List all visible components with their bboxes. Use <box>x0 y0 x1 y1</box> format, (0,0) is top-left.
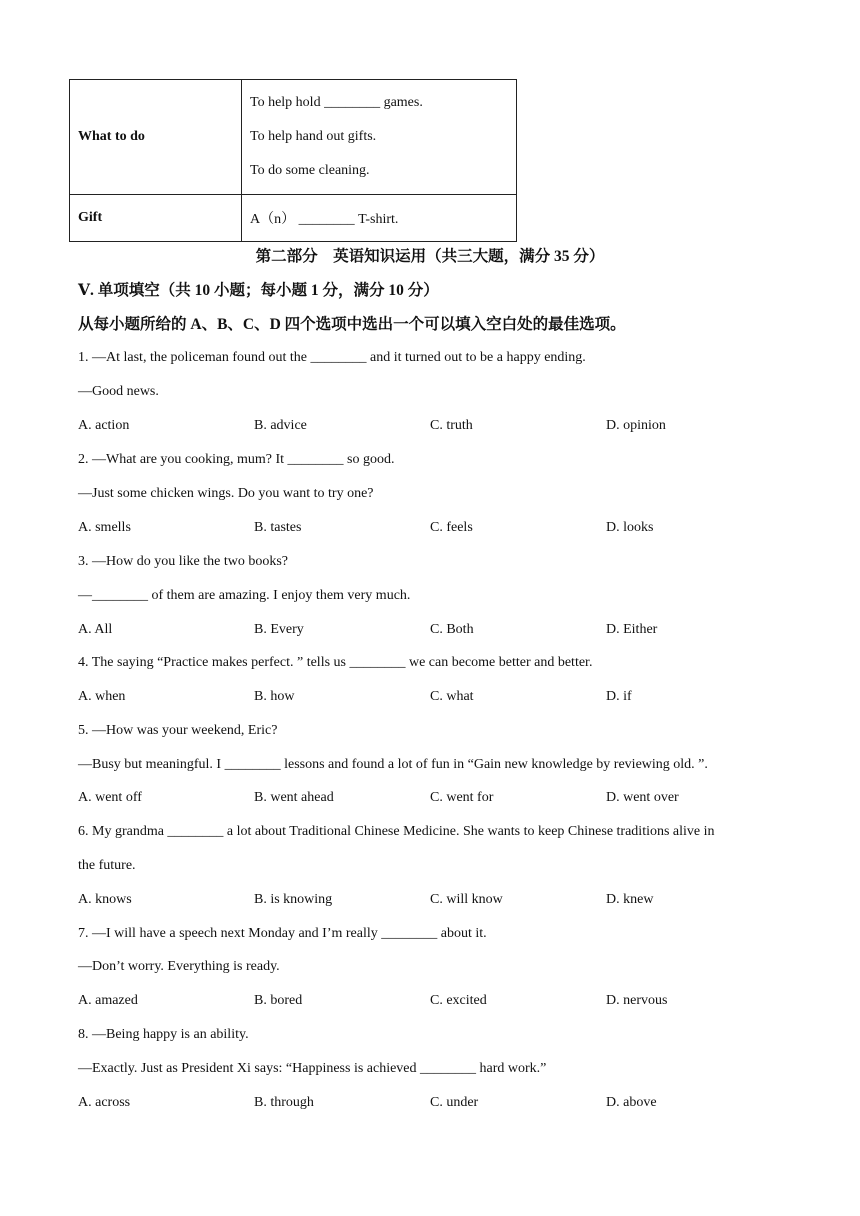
part-title: Ⅴ. 单项填空（共 10 小题；每小题 1 分，满分 10 分） <box>78 282 439 299</box>
option-c[interactable]: C. will know <box>430 892 503 907</box>
question-7-options <box>78 991 778 1011</box>
option-c[interactable]: C. under <box>430 1095 479 1110</box>
question-3-stem: 3. —How do you like the two books? <box>78 554 288 569</box>
question-5-options <box>78 788 778 808</box>
option-c[interactable]: C. what <box>430 689 474 704</box>
question-2-reply: —Just some chicken wings. Do you want to try one? <box>78 486 374 501</box>
question-3-reply: —________ of them are amazing. I enjoy them very much. <box>78 588 411 603</box>
option-a[interactable]: A. when <box>78 689 126 704</box>
info-table <box>69 79 517 242</box>
option-b[interactable]: B. bored <box>254 993 303 1008</box>
option-a[interactable]: A. action <box>78 418 130 433</box>
question-6-stem: 6. My grandma ________ a lot about Traditional Chinese Medicine. She wants to keep Chinese traditions alive in <box>78 824 715 839</box>
task-item: To help hand out gifts. <box>250 129 377 144</box>
question-2-stem: 2. —What are you cooking, mum? It ________ so good. <box>78 452 395 467</box>
option-a[interactable]: A. went off <box>78 790 142 805</box>
question-7-reply: —Don’t worry. Everything is ready. <box>78 959 280 974</box>
option-b[interactable]: B. how <box>254 689 295 704</box>
question-6-stem-cont: the future. <box>78 858 136 873</box>
table-cell-gift: A（n） ________ T-shirt. <box>242 195 517 242</box>
option-d[interactable]: D. went over <box>606 790 679 805</box>
task-item: To do some cleaning. <box>250 163 370 178</box>
question-5-stem: 5. —How was your weekend, Eric? <box>78 723 278 738</box>
option-d[interactable]: D. nervous <box>606 993 668 1008</box>
question-5-reply: —Busy but meaningful. I ________ lessons and found a lot of fun in “Gain new knowledge by reviewing old. ”. <box>78 757 708 772</box>
question-1-reply: —Good news. <box>78 384 159 399</box>
option-b[interactable]: B. advice <box>254 418 307 433</box>
option-d[interactable]: D. looks <box>606 520 654 535</box>
table-head-gift: Gift <box>70 195 242 242</box>
question-4-options <box>78 687 778 707</box>
question-2-options <box>78 518 778 538</box>
option-d[interactable]: D. above <box>606 1095 657 1110</box>
option-b[interactable]: B. went ahead <box>254 790 334 805</box>
option-d[interactable]: D. knew <box>606 892 654 907</box>
question-1-stem: 1. —At last, the policeman found out the ________ and it turned out to be a happy ending. <box>78 350 586 365</box>
question-1-options <box>78 416 778 436</box>
section-title: 第二部分 英语知识运用（共三大题，满分 35 分） <box>255 248 605 265</box>
option-a[interactable]: A. All <box>78 622 113 637</box>
option-c[interactable]: C. Both <box>430 622 474 637</box>
option-c[interactable]: C. went for <box>430 790 494 805</box>
option-c[interactable]: C. truth <box>430 418 473 433</box>
question-7-stem: 7. —I will have a speech next Monday and I’m really ________ about it. <box>78 926 487 941</box>
option-d[interactable]: D. opinion <box>606 418 666 433</box>
option-a[interactable]: A. knows <box>78 892 132 907</box>
instruction: 从每小题所给的 A、B、C、D 四个选项中选出一个可以填入空白处的最佳选项。 <box>78 316 626 333</box>
option-a[interactable]: A. across <box>78 1095 131 1110</box>
task-item: To help hold ________ games. <box>250 95 423 110</box>
question-8-reply: —Exactly. Just as President Xi says: “Happiness is achieved ________ hard work.” <box>78 1061 547 1076</box>
option-d[interactable]: D. Either <box>606 622 658 637</box>
question-8-options <box>78 1093 778 1113</box>
table-cell-tasks <box>242 80 517 195</box>
question-4-stem: 4. The saying “Practice makes perfect. ” tells us ________ we can become better and better. <box>78 655 593 670</box>
option-b[interactable]: B. tastes <box>254 520 302 535</box>
question-6-options <box>78 890 778 910</box>
question-8-stem: 8. —Being happy is an ability. <box>78 1027 249 1042</box>
option-b[interactable]: B. is knowing <box>254 892 333 907</box>
option-c[interactable]: C. excited <box>430 993 487 1008</box>
option-d[interactable]: D. if <box>606 689 632 704</box>
option-b[interactable]: B. Every <box>254 622 304 637</box>
option-a[interactable]: A. smells <box>78 520 131 535</box>
option-b[interactable]: B. through <box>254 1095 314 1110</box>
option-a[interactable]: A. amazed <box>78 993 138 1008</box>
table-head-what-to-do: What to do <box>70 80 242 195</box>
question-3-options <box>78 620 778 640</box>
option-c[interactable]: C. feels <box>430 520 473 535</box>
